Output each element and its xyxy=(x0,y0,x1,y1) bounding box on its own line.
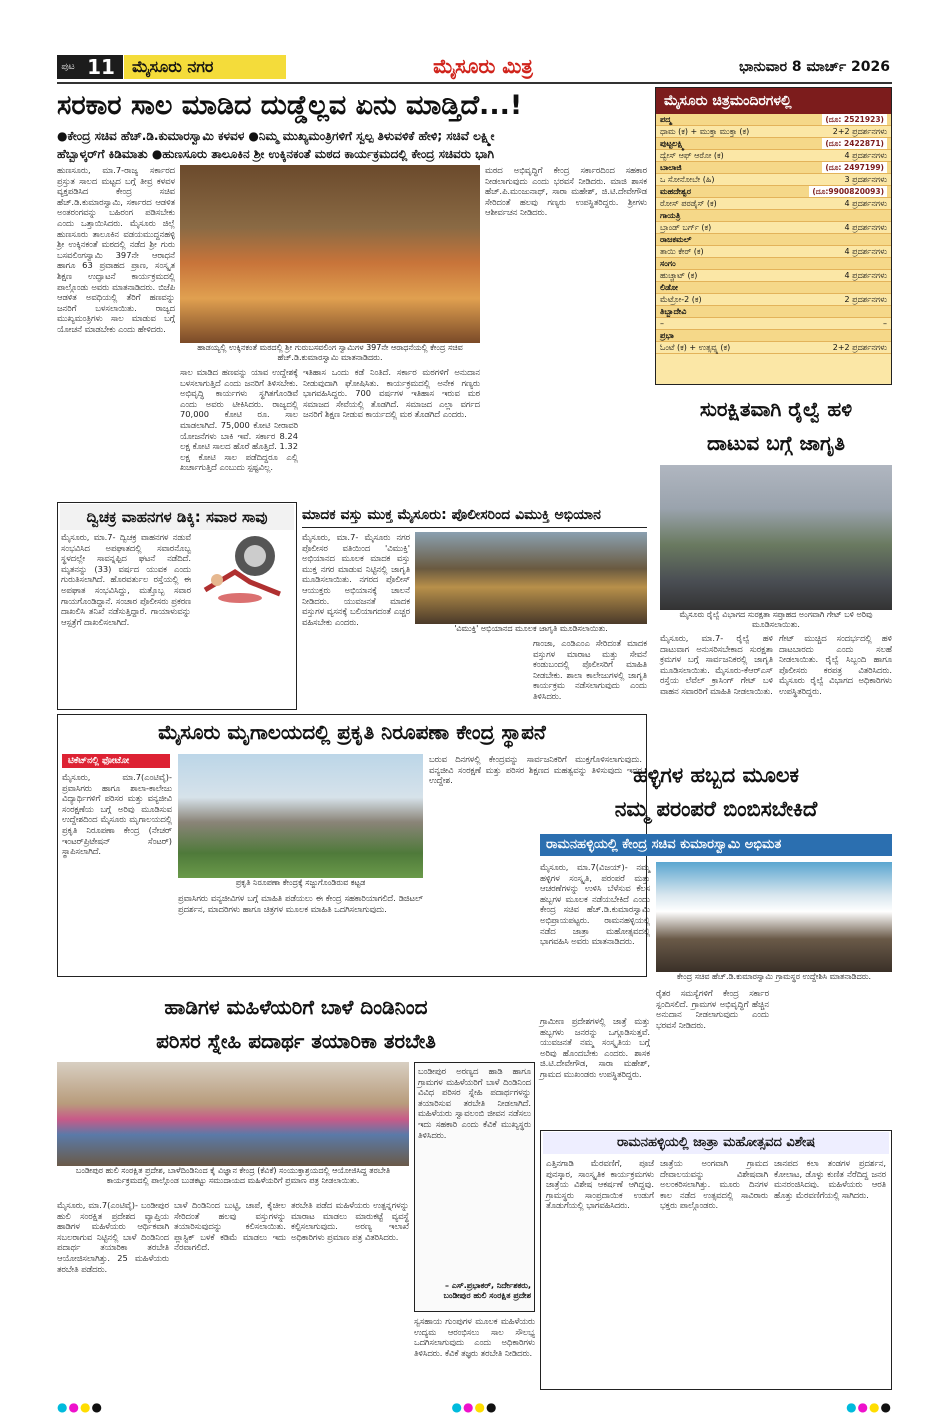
zoo-column-1: ಮೈಸೂರು, ಮಾ.7(ಎಂಟಿವೈ)- ಪ್ರವಾಸಿಗರು ಹಾಗೂ ಶಾಲಾ-ಕಾಲೇಜು ವಿದ್ಯಾರ್ಥಿಗಳಿಗೆ ಪರಿಸರ ಮತ್ತು ವನ್ಯಜೀವಿ ಸಂರಕ್ಷಣೆಯ ಬಗ್ಗೆ ಅರಿವು ಮೂಡಿಸುವ ಉದ್ದೇಶದಿಂದ ಮೈಸೂರು ಮೃಗಾಲಯದಲ್ಲಿ ಪ್ರಕೃತಿ ನಿರೂಪಣಾ ಕೇಂದ್ರ (ನೇಚರ್ ಇಂಟರ್‌ಪ್ರಿಟೇಷನ್ ಸೆಂಟರ್) ಸ್ಥಾಪಿಸಲಾಗಿದೆ. xyxy=(62,772,172,857)
cinema-title: ಮೈಸೂರು ಚಿತ್ರಮಂದಿರಗಳಲ್ಲಿ xyxy=(656,88,891,114)
lead-kicker xyxy=(57,127,647,163)
cinema-show-count: – xyxy=(883,319,887,328)
cinema-theatre-name: ಬಾಲಾಜಿ xyxy=(660,163,682,172)
cinema-show-count: 4 ಪ್ರದರ್ಶನಗಳು xyxy=(844,223,887,232)
cinema-film-row xyxy=(656,150,891,162)
cinema-film-title: ಬ್ರಾಂಡ್ ಬರ್ಗ್ (ಕ) xyxy=(660,223,712,232)
cinema-theatre-phone: (ದೂ: 2521923) xyxy=(822,114,887,125)
villages-headline-2: ನಮ್ಮ ಪರಂಪರೆ ಬಿಂಬಿಸಬೇಕಿದೆ xyxy=(614,797,818,821)
cinema-theatre-name: ರಾಜಕಮಲ್ xyxy=(660,235,692,244)
cinema-theatre-row xyxy=(656,162,891,174)
jatra-column-3: ಜಾನಪದ ಕಲಾ ತಂಡಗಳ ಪ್ರದರ್ಶನ, ಕೋಲಾಟ, ಡೊಳ್ಳು ಕುಣಿತ ನೆರೆದಿದ್ದ ಜನರ ಮನರಂಜಿಸಿದವು. ಮಹಿಳೆಯರು ಆರತಿ ಹೊತ್ತು ಮೆರವಣಿಗೆಯಲ್ಲಿ ಸಾಗಿದರು. xyxy=(774,1158,886,1200)
cinema-film-row xyxy=(656,294,891,306)
rail-column-1: ಮೈಸೂರು, ಮಾ.7- ರೈಲ್ವೆ ಹಳಿ ದಾಟುವಾಗ ಅನುಸರಿಸಬೇಕಾದ ಸುರಕ್ಷತಾ ಕ್ರಮಗಳ ಬಗ್ಗೆ ಸಾರ್ವಜನಿಕರಲ್ಲಿ ಜಾಗೃತಿ ಮೂಡಿಸಲಾಯಿತು. ಮೈಸೂರು-ಕೆಆರ್‌ಎಸ್ ರಸ್ತೆಯ ಲೆವೆಲ್ ಕ್ರಾಸಿಂಗ್ ಗೇಟ್ ಬಳಿ ವಾಹನ ಸವಾರರಿಗೆ ಮಾಹಿತಿ ನೀಡಲಾಯಿತು. xyxy=(660,633,773,696)
women-column-2: ಬಾಳೆ ದಿಂಡಿನಿಂದ ಬುಟ್ಟಿ, ಚಾಪೆ, ಕೈಚೀಲ ಸೇರಿದಂತೆ ಹಲವು ವಸ್ತುಗಳನ್ನು ತಯಾರಿಸುವುದನ್ನು ಕಲಿಸಲಾಯಿತು. ಪ್ಲಾಸ್ಟಿಕ್ ಬಳಕೆ ಕಡಿಮೆ ಮಾಡಲು ಇದು ನೆರವಾಗಲಿದೆ. xyxy=(174,1200,286,1253)
cinema-film-row xyxy=(656,126,891,138)
accident-text-continued xyxy=(61,610,293,706)
jatra-column-1: ಎತ್ತಿನಗಾಡಿ ಮೆರವಣಿಗೆ, ಪೂಜೆ ಪುನಸ್ಕಾರ, ಸಾಂಸ್ಕೃತಿಕ ಕಾರ್ಯಕ್ರಮಗಳು ಜಾತ್ರೆಯ ವಿಶೇಷ ಆಕರ್ಷಣೆ ಆಗಿದ್ದವು. ಗ್ರಾಮಸ್ಥರು ಸಾಂಪ್ರದಾಯಿಕ ಉಡುಗೆ ತೊಡುಗೆಯಲ್ಲಿ ಭಾಗವಹಿಸಿದರು. xyxy=(546,1158,654,1211)
lead-photo-caption: ಹಾಡಯ್ಯಲ್ಲಿ ಉಕ್ಕಿನಕಂತೆ ಮಠದಲ್ಲಿ ಶ್ರೀ ಗುರುಬಸವಲಿಂಗ ಸ್ವಾಮಿಗಳ 397ನೇ ಆರಾಧನೆಯಲ್ಲಿ ಕೇಂದ್ರ ಸಚಿವ ಹೆಚ್.ಡಿ.ಕುಮಾರಸ್ವಾಮಿ ಮಾತನಾಡಿದರು. xyxy=(180,343,480,363)
lead-column-1: ಹುಣಸೂರು, ಮಾ.7-ರಾಜ್ಯ ಸರ್ಕಾರದ ಪ್ರಸ್ತುತ ಸಾಲದ ಮಟ್ಟದ ಬಗ್ಗೆ ತೀವ್ರ ಕಳವಳ ವ್ಯಕ್ತಪಡಿಸಿದ ಕೇಂದ್ರ ಸಚಿವ ಹೆಚ್.ಡಿ.ಕುಮಾರಸ್ವಾಮಿ, ಸರ್ಕಾರದ ಆಡಳಿತ ಅಂತರಂಗವನ್ನು ಬಹಿರಂಗ ಪಡಿಸಬೇಕು ಎಂದು ಒತ್ತಾಯಿಸಿದರು. ಮೈಸೂರು ಜಿಲ್ಲೆ ಹುಣಸೂರು ತಾಲೂಕಿನ ವಡಯಮುದ್ದನಹಳ್ಳಿ ಶ್ರೀ ಉಕ್ಕಿನಕಂತೆ ಮಠದಲ್ಲಿ ನಡೆದ ಶ್ರೀ ಗುರು ಬಸವಲಿಂಗಸ್ವಾಮಿ 397ನೇ ಆರಾಧನೆ ಹಾಗೂ 63 ಪ್ರವಾಹದ ಪ್ರಾಣ, ಸಂಸ್ಕೃತ ಶಿಕ್ಷಣ ಉದ್ಘಾಟನೆ ಕಾರ್ಯಕ್ರಮದಲ್ಲಿ ಪಾಲ್ಗೊಂಡು ಅವರು ಮಾತನಾಡಿದರು. ಬಿಜೆಪಿ ಆಡಳಿತ ಅವಧಿಯಲ್ಲಿ ತೆರಿಗೆ ಹಣವನ್ನು ಜನರಿಗೆ ಬಳಸಲಾಯಿತು. ರಾಜ್ಯದ ಮುಖ್ಯಮಂತ್ರಿಗಳು ಸಾಲ ಮಾಡುವ ಬಗ್ಗೆ ಯೋಚನೆ ಮಾಡಬೇಕು ಎಂದು ಹೇಳಿದರು. xyxy=(57,165,175,334)
cinema-film-title: ಧಾಮ (ಕ) + ಮುಕ್ತಾ ಮುಕ್ತಾ (ಕ) xyxy=(660,127,750,136)
cinema-film-title: ದ್ವೇಸ್ ಆಫ್ ಆರೋ (ಕ) xyxy=(660,151,724,160)
cinema-theatre-row xyxy=(656,234,891,246)
villages-photo xyxy=(656,862,892,972)
cinema-film-row xyxy=(656,222,891,234)
cinema-film-title: ಮೆಟ್ರೋ-2 (ಕ) xyxy=(660,295,702,304)
cinema-theatre-name: ತಿಬ್ಬಾದೇವಿ xyxy=(660,307,687,316)
zoo-photo xyxy=(178,754,423,878)
rail-column-2: ಗೇಟ್ ಮುಚ್ಚಿದ ಸಂದರ್ಭದಲ್ಲಿ ಹಳಿ ದಾಟಬಾರದು ಎಂದು ಸಲಹೆ ನೀಡಲಾಯಿತು. ರೈಲ್ವೆ ಸಿಬ್ಬಂದಿ ಹಾಗೂ ಪೊಲೀಸರು ಕರಪತ್ರ ವಿತರಿಸಿದರು. ಮೈಸೂರು ರೈಲ್ವೆ ವಿಭಾಗದ ಅಧಿಕಾರಿಗಳು ಉಪಸ್ಥಿತರಿದ್ದರು. xyxy=(779,633,892,696)
women-sidebar-text: ಬಂಡೀಪುರ ಅರಣ್ಯದ ಹಾಡಿ ಹಾಗೂ ಗ್ರಾಮಗಳ ಮಹಿಳೆಯರಿಗೆ ಬಾಳೆ ದಿಂಡಿನಿಂದ ವಿವಿಧ ಪರಿಸರ ಸ್ನೇಹಿ ಪದಾರ್ಥಗಳನ್ನು ತಯಾರಿಸುವ ತರಬೇತಿ ನೀಡಲಾಗಿದೆ. ಮಹಿಳೆಯರು ಸ್ವಾವಲಂಬಿ ಜೀವನ ನಡೆಸಲು ಇದು ಸಹಕಾರಿ ಎಂದು ಕೆವಿಕೆ ಮುಖ್ಯಸ್ಥರು ತಿಳಿಸಿದರು. xyxy=(418,1066,531,1140)
cinema-theatre-name: ಗಾಯತ್ರಿ xyxy=(660,211,681,220)
lead-kicker-line2: ಹೆಬ್ಬಾಳ್ಕರ್‌ಗೆ ಕಿಡಿಮಾತು ●ಹುಣಸೂರು ತಾಲೂಕಿನ ಶ್ರೀ ಉಕ್ಕಿನಕಂತೆ ಮಠದ ಕಾರ್ಯಕ್ರಮದಲ್ಲಿ ಕೇಂದ್ರ ಸಚಿವರು ಭಾಗಿ xyxy=(57,147,495,161)
drugs-column-1: ಮೈಸೂರು, ಮಾ.7- ಮೈಸೂರು ನಗರ ಪೊಲೀಸರ ವತಿಯಿಂದ 'ವಿಮುಕ್ತಿ' ಅಭಿಯಾನದ ಮೂಲಕ ಮಾದಕ ವಸ್ತು ಮುಕ್ತ ನಗರ ಮಾಡುವ ನಿಟ್ಟಿನಲ್ಲಿ ಜಾಗೃತಿ ಮೂಡಿಸಲಾಯಿತು. ನಗರದ ಪೊಲೀಸ್ ಆಯುಕ್ತರು ಅಭಿಯಾನಕ್ಕೆ ಚಾಲನೆ ನೀಡಿದರು. ಯುವಜನತೆ ಮಾದಕ ವಸ್ತುಗಳ ವ್ಯಸನಕ್ಕೆ ಬಲಿಯಾಗದಂತೆ ಎಚ್ಚರ ವಹಿಸಬೇಕು ಎಂದರು. xyxy=(302,532,410,627)
rail-headline-2: ದಾಟುವ ಬಗ್ಗೆ ಜಾಗೃತಿ xyxy=(706,431,845,455)
women-column-4: ಸ್ವಸಹಾಯ ಗುಂಪುಗಳ ಮೂಲಕ ಮಹಿಳೆಯರು ಉದ್ಯಮ ಆರಂಭಿಸಲು ಸಾಲ ಸೌಲಭ್ಯ ಒದಗಿಸಲಾಗುವುದು ಎಂದು ಅಧಿಕಾರಿಗಳು ತಿಳಿಸಿದರು. ಕೆವಿಕೆ ತಜ್ಞರು ತರಬೇತಿ ನೀಡಿದರು. xyxy=(414,1316,535,1358)
cinema-theatre-name: ಮಹದೇಶ್ವರ xyxy=(660,187,691,196)
villages-photo-caption: ಕೇಂದ್ರ ಸಚಿವ ಹೆಚ್.ಡಿ.ಕುಮಾರಸ್ವಾಮಿ ಗ್ರಾಮಸ್ಥರ ಉದ್ದೇಶಿಸಿ ಮಾತನಾಡಿದರು. xyxy=(656,972,892,984)
header-rule xyxy=(57,82,892,84)
cinema-show-count: 2 ಪ್ರದರ್ಶನಗಳು xyxy=(844,295,887,304)
print-registration-marks xyxy=(57,1400,892,1414)
rail-photo xyxy=(660,465,892,610)
cinema-film-title: ರೋಸ್ ಪರಡೈಸ್ (ಕ) xyxy=(660,199,717,208)
cinema-film-title: ತಾಯಿ ಕೇರ್ (ಕ) xyxy=(660,247,704,256)
cinema-theatre-name: ಪುಟ್ಟಲಕ್ಷ್ಮಿ xyxy=(660,139,685,148)
lead-headline: ಸರಕಾರ ಸಾಲ ಮಾಡಿದ ದುಡ್ಡೆಲ್ಲವ ಏನು ಮಾಡ್ತಿದೆ...! xyxy=(57,90,523,121)
registration-dots-center: ●●●● xyxy=(451,1400,498,1414)
zoo-photo-caption: ಪ್ರಕೃತಿ ನಿರೂಪಣಾ ಕೇಂದ್ರಕ್ಕೆ ಸಜ್ಜುಗೊಂಡಿರುವ ಕಟ್ಟಡ xyxy=(178,878,423,890)
cinema-rows xyxy=(656,114,891,354)
section-title: ಮೈಸೂರು ನಗರ xyxy=(124,55,286,79)
cinema-show-count: 4 ಪ್ರದರ್ಶನಗಳು xyxy=(844,151,887,160)
accident-illustration xyxy=(195,532,293,607)
accident-headline: ದ್ವಿಚಕ್ರ ವಾಹನಗಳ ಡಿಕ್ಕಿ: ಸವಾರ ಸಾವು xyxy=(60,504,294,530)
accident-text: ಮೈಸೂರು, ಮಾ.7- ದ್ವಿಚಕ್ರ ವಾಹನಗಳ ನಡುವೆ ಸಂಭವಿಸಿದ ಅಪಘಾತದಲ್ಲಿ ಸವಾರನೊಬ್ಬ ಸ್ಥಳದಲ್ಲೇ ಸಾವನ್ನಪ್ಪಿದ ಘಟನೆ ನಡೆದಿದೆ. ಮೃತನನ್ನು (33) ವರ್ಷದ ಯುವಕ ಎಂದು ಗುರುತಿಸಲಾಗಿದೆ. ಹೊರವರ್ತುಲ ರಸ್ತೆಯಲ್ಲಿ ಈ ಅಪಘಾತ ಸಂಭವಿಸಿದ್ದು, ಮತ್ತೊಬ್ಬ ಸವಾರ ಗಾಯಗೊಂಡಿದ್ದಾನೆ. ಸಂಚಾರ ಪೊಲೀಸರು ಪ್ರಕರಣ ದಾಖಲಿಸಿ ತನಿಖೆ ನಡೆಸುತ್ತಿದ್ದಾರೆ. ಗಾಯಾಳುವನ್ನು ಆಸ್ಪತ್ರೆಗೆ ದಾಖಲಿಸಲಾಗಿದೆ. xyxy=(61,532,191,627)
cinema-theatre-row xyxy=(656,282,891,294)
page-number: 11 xyxy=(79,55,123,79)
accident-text-top xyxy=(61,532,191,627)
cinema-theatre-row xyxy=(656,138,891,150)
jatra-title: ರಾಮನಹಳ್ಳಿಯಲ್ಲಿ ಜಾತ್ರಾ ಮಹೋತ್ಸವದ ವಿಶೇಷ xyxy=(543,1132,889,1154)
cinema-show-count: 4 ಪ್ರದರ್ಶನಗಳು xyxy=(844,247,887,256)
women-headline-1: ಹಾಡಿಗಳ ಮಹಿಳೆಯರಿಗೆ ಬಾಳೆ ದಿಂಡಿನಿಂದ xyxy=(164,995,428,1019)
villages-column-2: ಗ್ರಾಮೀಣ ಪ್ರದೇಶಗಳಲ್ಲಿ ಜಾತ್ರೆ ಮತ್ತು ಹಬ್ಬಗಳು ಜನರನ್ನು ಒಗ್ಗೂಡಿಸುತ್ತವೆ. ಯುವಜನತೆ ನಮ್ಮ ಸಂಸ್ಕೃತಿಯ ಬಗ್ಗೆ ಅರಿವು ಹೊಂದಬೇಕು ಎಂದರು. ಶಾಸಕ ಜಿ.ಟಿ.ದೇವೇಗೌಡ, ಸಾರಾ ಮಹೇಶ್, ಗ್ರಾಮದ ಮುಖಂಡರು ಉಪಸ್ಥಿತರಿದ್ದರು. xyxy=(540,1016,650,1079)
villages-headline-1: ಹಳ್ಳಿಗಳ ಹಬ್ಬದ ಮೂಲಕ xyxy=(633,763,799,787)
zoo-column-3: ಬರುವ ದಿನಗಳಲ್ಲಿ ಕೇಂದ್ರವನ್ನು ಸಾರ್ವಜನಿಕರಿಗೆ ಮುಕ್ತಗೊಳಿಸಲಾಗುವುದು. ವನ್ಯಜೀವಿ ಸಂರಕ್ಷಣೆ ಮತ್ತು ಪರಿಸರ ಶಿಕ್ಷಣದ ಮಹತ್ವವನ್ನು ತಿಳಿಸುವುದು ಇದರ ಉದ್ದೇಶ. xyxy=(429,754,642,786)
cinema-show-count: 4 ಪ್ರದರ್ಶನಗಳು xyxy=(844,199,887,208)
cinema-show-count: 4 ಪ್ರದರ್ಶನಗಳು xyxy=(844,271,887,280)
villages-column-1: ಮೈಸೂರು, ಮಾ.7(ವಿಜಯ್)- ನಮ್ಮ ಹಳ್ಳಿಗಳ ಸಂಸ್ಕೃತಿ, ಪರಂಪರೆ ಮತ್ತು ಆಚರಣೆಗಳನ್ನು ಉಳಿಸಿ ಬೆಳೆಸುವ ಕೆಲಸ ಹಬ್ಬಗಳ ಮೂಲಕ ನಡೆಯಬೇಕಿದೆ ಎಂದು ಕೇಂದ್ರ ಸಚಿವ ಹೆಚ್.ಡಿ.ಕುಮಾರಸ್ವಾಮಿ ಅಭಿಪ್ರಾಯಪಟ್ಟರು. ರಾಮನಹಳ್ಳಿಯಲ್ಲಿ ನಡೆದ ಜಾತ್ರಾ ಮಹೋತ್ಸವದಲ್ಲಿ ಭಾಗವಹಿಸಿ ಅವರು ಮಾತನಾಡಿದರು. xyxy=(540,862,650,947)
women-sidebar xyxy=(414,1062,535,1312)
villages-column-3: ರೈತರ ಸಮಸ್ಯೆಗಳಿಗೆ ಕೇಂದ್ರ ಸರ್ಕಾರ ಸ್ಪಂದಿಸಲಿದೆ. ಗ್ರಾಮಗಳ ಅಭಿವೃದ್ಧಿಗೆ ಹೆಚ್ಚಿನ ಅನುದಾನ ನೀಡಲಾಗುವುದು ಎಂದು ಭರವಸೆ ನೀಡಿದರು. xyxy=(656,988,769,1030)
lead-column-4: ಮಠದ ಅಭಿವೃದ್ಧಿಗೆ ಕೇಂದ್ರ ಸರ್ಕಾರದಿಂದ ಸಹಕಾರ ನೀಡಲಾಗುವುದು ಎಂದು ಭರವಸೆ ನೀಡಿದರು. ಮಾಜಿ ಶಾಸಕ ಹೆಚ್.ಪಿ.ಮಂಜುನಾಥ್, ಸಾರಾ ಮಹೇಶ್, ಜಿ.ಟಿ.ದೇವೇಗೌಡ ಸೇರಿದಂತೆ ಹಲವು ಗಣ್ಯರು ಉಪಸ್ಥಿತರಿದ್ದರು. ಶ್ರೀಗಳು ಆಶೀರ್ವಚನ ನೀಡಿದರು. xyxy=(485,165,647,218)
cinema-theatre-name: ಪ್ರಭಾ xyxy=(660,331,674,340)
drugs-photo xyxy=(415,532,647,624)
registration-dots-left: ●●●● xyxy=(57,1400,103,1414)
cinema-theatre-phone: (ದೂ: 2422871) xyxy=(822,138,887,149)
cinema-theatre-row xyxy=(656,186,891,198)
cinema-film-row xyxy=(656,174,891,186)
women-sidebar-signature: – ಎಸ್.ಪ್ರಭಾಕರ್, ನಿರ್ದೇಶಕರು, ಬಂಡೀಪುರ ಹುಲಿ ಸಂರಕ್ಷಿತ ಪ್ರದೇಶ xyxy=(443,1281,531,1300)
cinema-film-row xyxy=(656,318,891,330)
rail-photo-caption: ಮೈಸೂರು ರೈಲ್ವೆ ವಿಭಾಗದ ಸುರಕ್ಷತಾ ಸಪ್ತಾಹದ ಅಂಗವಾಗಿ ಗೇಟ್ ಬಳಿ ಅರಿವು ಮೂಡಿಸಲಾಯಿತು. xyxy=(660,610,892,630)
women-column-3: ತರಬೇತಿ ಪಡೆದ ಮಹಿಳೆಯರು ಉತ್ಪನ್ನಗಳನ್ನು ಮಾರಾಟ ಮಾಡಲು ಮಾರುಕಟ್ಟೆ ವ್ಯವಸ್ಥೆ ಕಲ್ಪಿಸಲಾಗುವುದು. ಅರಣ್ಯ ಇಲಾಖೆ ಅಧಿಕಾರಿಗಳು ಪ್ರಮಾಣ ಪತ್ರ ವಿತರಿಸಿದರು. xyxy=(291,1200,409,1242)
lead-column-3: ಇತಿಹಾಸ ಒಂದು ಕಡೆ ನಿಂತಿದೆ. ಸರ್ಕಾರ ಮಠಗಳಿಗೆ ಅನುದಾನ ನೀಡುವುದಾಗಿ ಘೋಷಿಸಿತು. ಕಾರ್ಯಕ್ರಮದಲ್ಲಿ ಅನೇಕ ಗಣ್ಯರು ಭಾಗವಹಿಸಿದ್ದರು. 700 ವರ್ಷಗಳ ಇತಿಹಾಸ ಇರುವ ಮಠ ಸಮಾಜದ ಸೇವೆಯಲ್ಲಿ ತೊಡಗಿದೆ. ಸಮಾಜದ ಎಲ್ಲಾ ವರ್ಗದ ಜನರಿಗೆ ಶಿಕ್ಷಣ ನೀಡುವ ಕಾರ್ಯದಲ್ಲಿ ಮಠ ತೊಡಗಿದೆ ಎಂದರು. xyxy=(303,367,480,420)
cinema-theatre-name: ಸಂಗಂ xyxy=(660,259,676,268)
cinema-film-row xyxy=(656,342,891,354)
newspaper-brand: ಮೈಸೂರು ಮಿತ್ರ xyxy=(433,54,533,78)
cinema-show-count: 3 ಪ್ರದರ್ಶನಗಳು xyxy=(844,175,887,184)
jatra-column-2: ಜಾತ್ರೆಯ ಅಂಗವಾಗಿ ಗ್ರಾಮದ ದೇವಾಲಯವನ್ನು ವಿಶೇಷವಾಗಿ ಅಲಂಕರಿಸಲಾಗಿತ್ತು. ಮೂರು ದಿನಗಳ ಕಾಲ ನಡೆದ ಉತ್ಸವದಲ್ಲಿ ಸಾವಿರಾರು ಭಕ್ತರು ಪಾಲ್ಗೊಂಡರು. xyxy=(660,1158,768,1211)
cinema-film-title: – xyxy=(660,319,664,328)
cinema-theatre-row xyxy=(656,258,891,270)
villages-strap: ರಾಮನಹಳ್ಳಿಯಲ್ಲಿ ಕೇಂದ್ರ ಸಚಿವ ಕುಮಾರಸ್ವಾಮಿ ಅಭಿಮತ xyxy=(540,834,892,856)
cinema-film-row xyxy=(656,198,891,210)
villages-column-4 xyxy=(775,988,892,1126)
cinema-show-count: 2+2 ಪ್ರದರ್ಶನಗಳು xyxy=(832,127,887,136)
zoo-tag: ಟಿಕೆಟ್‌ನಲ್ಲಿ ಫೋಟೋ xyxy=(62,754,170,768)
cinema-theatre-name: ಲಿಡೋ xyxy=(660,283,678,292)
cinema-theatre-row xyxy=(656,114,891,126)
zoo-headline: ಮೈಸೂರು ಮೃಗಾಲಯದಲ್ಲಿ ಪ್ರಕೃತಿ ನಿರೂಪಣಾ ಕೇಂದ್ರ ಸ್ಥಾಪನೆ xyxy=(158,720,546,744)
cinema-theatre-row xyxy=(656,330,891,342)
lead-column-2: ಸಾಲ ಮಾಡಿದ ಹಣವನ್ನು ಯಾವ ಉದ್ದೇಶಕ್ಕೆ ಬಳಸಲಾಗುತ್ತಿದೆ ಎಂದು ಜನರಿಗೆ ತಿಳಿಸಬೇಕು. ಅಭಿವೃದ್ಧಿ ಕಾರ್ಯಗಳು ಸ್ಥಗಿತಗೊಂಡಿವೆ ಎಂದು ಅವರು ಟೀಕಿಸಿದರು. ರಾಜ್ಯದಲ್ಲಿ 70,000 ಕೋಟಿ ರೂ. ಸಾಲ ಮಾಡಲಾಗಿದೆ. 75,000 ಕೋಟಿ ನೀರಾವರಿ ಯೋಜನೆಗಳು ಬಾಕಿ ಇವೆ. ಸರ್ಕಾರ 8.24 ಲಕ್ಷ ಕೋಟಿ ಸಾಲದ ಹೊರೆ ಹೊತ್ತಿದೆ. 1.32 ಲಕ್ಷ ಕೋಟಿ ಸಾಲ ಪಡೆದಿದ್ದರೂ ಎಲ್ಲಿ ಖರ್ಚಾಗುತ್ತಿದೆ ಎಂಬುದು ಸ್ಪಷ್ಟವಿಲ್ಲ. xyxy=(180,367,298,473)
women-column-1: ಮೈಸೂರು, ಮಾ.7(ಎಂಟಿವೈ)- ಬಂಡೀಪುರ ಹುಲಿ ಸಂರಕ್ಷಿತ ಪ್ರದೇಶದ ವ್ಯಾಪ್ತಿಯ ಹಾಡಿಗಳ ಮಹಿಳೆಯರು ಆರ್ಥಿಕವಾಗಿ ಸಬಲರಾಗುವ ನಿಟ್ಟಿನಲ್ಲಿ ಬಾಳೆ ದಿಂಡಿನಿಂದ ಪದಾರ್ಥ ತಯಾರಿಕಾ ತರಬೇತಿ ಆಯೋಜಿಸಲಾಗಿತ್ತು. 25 ಮಹಿಳೆಯರು ತರಬೇತಿ ಪಡೆದರು. xyxy=(57,1200,169,1274)
women-photo xyxy=(57,1062,409,1166)
cinema-show-count: 2+2 ಪ್ರದರ್ಶನಗಳು xyxy=(832,343,887,352)
cinema-film-row xyxy=(656,246,891,258)
women-headline-2: ಪರಿಸರ ಸ್ನೇಹಿ ಪದಾರ್ಥ ತಯಾರಿಕಾ ತರಬೇತಿ xyxy=(156,1029,436,1053)
page-label: ಪುಟ xyxy=(57,55,79,79)
drugs-headline: ಮಾದಕ ವಸ್ತು ಮುಕ್ತ ಮೈಸೂರು: ಪೊಲೀಸರಿಂದ ವಿಮುಕ್ತಿ ಅಭಿಯಾನ xyxy=(302,502,647,528)
drugs-photo-caption: 'ವಿಮುಕ್ತಿ' ಅಭಿಯಾನದ ಮೂಲಕ ಜಾಗೃತಿ ಮೂಡಿಸಲಾಯಿತು. xyxy=(415,624,647,636)
rail-headline-1: ಸುರಕ್ಷಿತವಾಗಿ ರೈಲ್ವೆ ಹಳಿ xyxy=(699,397,853,421)
registration-dots-right: ●●●● xyxy=(846,1400,892,1414)
cinema-theatre-phone: (ದೂ:9900820093) xyxy=(809,186,887,197)
issue-date: ಭಾನುವಾರ 8 ಮಾರ್ಚ್ 2026 xyxy=(738,59,890,75)
cinema-theatre-row xyxy=(656,210,891,222)
drugs-column-2: ಗಾಂಜಾ, ಎಂಡಿಎಂಎ ಸೇರಿದಂತೆ ಮಾದಕ ವಸ್ತುಗಳ ಮಾರಾಟ ಮತ್ತು ಸೇವನೆ ಕಂಡುಬಂದಲ್ಲಿ ಪೊಲೀಸರಿಗೆ ಮಾಹಿತಿ ನೀಡಬೇಕು. ಶಾಲಾ ಕಾಲೇಜುಗಳಲ್ಲಿ ಜಾಗೃತಿ ಕಾರ್ಯಕ್ರಮ ನಡೆಸಲಾಗುವುದು ಎಂದು ತಿಳಿಸಿದರು. xyxy=(533,638,647,701)
cinema-listings xyxy=(655,87,892,385)
cinema-theatre-row xyxy=(656,306,891,318)
zoo-column-2: ಪ್ರವಾಸಿಗರು ವನ್ಯಜೀವಿಗಳ ಬಗ್ಗೆ ಮಾಹಿತಿ ಪಡೆಯಲು ಈ ಕೇಂದ್ರ ಸಹಕಾರಿಯಾಗಲಿದೆ. ಡಿಜಿಟಲ್ ಪ್ರದರ್ಶನ, ಮಾದರಿಗಳು ಹಾಗೂ ಚಿತ್ರಗಳ ಮೂಲಕ ಮಾಹಿತಿ ಒದಗಿಸಲಾಗುವುದು. xyxy=(178,893,423,914)
cinema-theatre-phone: (ದೂ: 2497199) xyxy=(822,162,887,173)
cinema-theatre-name: ಪದ್ಮ xyxy=(660,115,672,124)
women-photo-caption: ಬಂಡೀಪುರ ಹುಲಿ ಸಂರಕ್ಷಿತ ಪ್ರದೇಶ, ಬಾಳೆದಿಂಡಿನಿಂದ ಕೈ ವಿಜ್ಞಾನ ಕೇಂದ್ರ (ಕೆವಿಕೆ) ಸಂಯುಕ್ತಾಶ್ರಯದಲ್ಲಿ ಆಯೋಜಿಸಿದ್ದ ತರಬೇತಿ ಕಾರ್ಯಕ್ರಮದಲ್ಲಿ ಪಾಲ್ಗೊಂಡ ಬುಡಕಟ್ಟು ಸಮುದಾಯದ ಮಹಿಳೆಯರಿಗೆ ಪ್ರಮಾಣ ಪತ್ರ ನೀಡಲಾಯಿತು. xyxy=(57,1166,409,1196)
lead-photo xyxy=(180,165,480,343)
cinema-film-title: ಹುಚ್ಚಾಟ್ (ಕ) xyxy=(660,271,698,280)
cinema-film-title: ಒ ಸೋನೋಬೇ (ಹಿ) xyxy=(660,175,715,184)
cinema-film-title: ಓಂಟೆ (ಕ) + ಉತ್ಸವ್ಸ್ನ (ಕ) xyxy=(660,343,731,352)
lead-kicker-line1: ●ಕೇಂದ್ರ ಸಚಿವ ಹೆಚ್.ಡಿ.ಕುಮಾರಸ್ವಾಮಿ ಕಳವಳ ●ನಿಮ್ಮ ಮುಖ್ಯಮಂತ್ರಿಗಳಿಗೆ ಸ್ವಲ್ಪ ತಿಳುವಳಿಕೆ ಹೇಳಿ; ಸಚಿವೆ ಲಕ್ಷ್ಮೀ xyxy=(57,129,495,143)
cinema-film-row xyxy=(656,270,891,282)
